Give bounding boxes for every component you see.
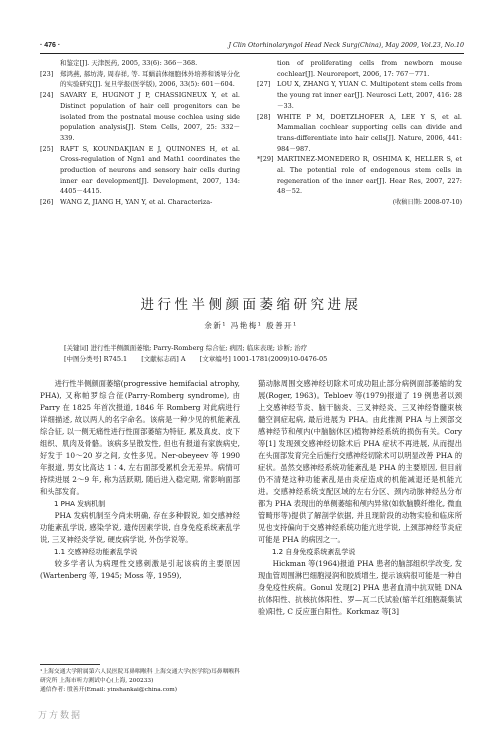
reference-text: tion of proliferating cells from newborn mouse cochlear[J]. Neuroreport, 2006, 17: 767－771. — [277, 59, 462, 78]
reference-number: [24] — [40, 91, 54, 100]
reference-text: RAFT S, KOUNDAKJIAN E J, QUINONES H, et al. Cross-regulation of Ngn1 and Math1 coordinates the production of neurons and sensory hair cells during inner ear development[J]. Development, 2007, 134: 4405－4415. — [60, 144, 240, 196]
reference-text: 郑鸿燕, 郝坊涛, 周春祥, 等. 耳蜗前体细胞体外培养和诱导分化的实验研究[J]. 复旦学报(医学版), 2006, 33(5): 601－604. — [60, 69, 240, 89]
reference-text: WANG Z, JIANG H, YAN Y, et al. Characteriza- — [60, 198, 213, 207]
references-left-column — [40, 58, 240, 208]
reference-item — [257, 112, 462, 155]
reference-text: 和鉴定[J]. 天津医药, 2005, 33(6): 366－368. — [60, 59, 198, 67]
article-id-value: 1001-1781(2009)10-0476-05 — [232, 355, 328, 363]
article-id-label: [文章编号] — [199, 355, 231, 363]
article-title: 进行性半侧颜面萎缩研究进展 — [140, 297, 362, 313]
affiliation-text: ¹上海交通大学附属第六人民医院耳鼻咽喉科 上海交通大学(医学院)耳鼻咽喉科研究所 上海市听力测试中心(上海, 200233) — [40, 669, 240, 684]
reference-text: MARTINEZ-MONEDERO R, OSHIMA K, HELLER S, et al. The potential role of endogenous stem cells in regeneration of the inner ear[J]. Hear Res, 2007, 227: 48－52. — [277, 155, 462, 196]
doc-code-value: A — [180, 355, 186, 363]
subsection-heading: 1.2 自身免疫系统紊乱学说 — [272, 548, 356, 556]
doc-code-label: [文献标志码] — [141, 355, 179, 363]
reference-number: [25] — [40, 144, 54, 153]
classification-row — [64, 354, 438, 365]
keywords-row — [64, 343, 438, 354]
watermark: 万方数据 — [38, 711, 83, 721]
clc-label: [中图分类号] — [64, 355, 102, 363]
section-heading: 1 PHA 发病机制 — [54, 500, 106, 508]
reference-item — [257, 79, 462, 111]
article-authors: 余新¹ 冯艳梅¹ 殷善开¹ — [204, 321, 298, 330]
reference-number: [27] — [257, 80, 271, 89]
header-rule — [40, 53, 464, 54]
subsection-heading: 1.1 交感神经功能紊乱学说 — [54, 548, 138, 556]
reference-item — [40, 58, 240, 69]
corresponding-author: 通信作者: 殷善开(Email: yinshankai@china.com) — [40, 687, 178, 693]
reference-number: *[29] — [257, 155, 274, 164]
reference-item — [40, 144, 240, 198]
reference-item — [40, 90, 240, 144]
body-paragraph: Hickman 等(1964)报道 PHA 患者的脑部组织学改变, 发现血管周围淋巴细胞浸润和胶质增生, 提示该病很可能是一种自身免疫性疾病。Gonul 发现[2] PHA 患者血清中抗双链 DNA 抗体阳性、抗核抗体阳性、罗—瓦二氏试验(缩羊红细胞凝集试验)阳性, C 反应蛋白阳性。Korkmaz 等[3] — [258, 559, 462, 616]
reference-text: SAVARY E, HUGNOT J P, CHASSIGNEUX Y, et al. Distinct population of hair cell progenitors can be isolated from the postnatal mouse cochlea using side population analysis[J]. Stem Cells, 2007, 25: 332－339. — [60, 91, 240, 142]
reference-item — [257, 154, 462, 197]
reference-text: WHITE P M, DOETZLHOFER A, LEE Y S, et al. Mammalian cochlear supporting cells can divide and trans-differentiate into hair cells[J]. Nature, 2006, 441: 984－987. — [277, 112, 462, 153]
keywords-label: [关键词] — [64, 344, 89, 352]
body-paragraph: 进行性半侧颜面萎缩(progressive hemifacial atrophy, PHA), 又称帕罗综合征(Parry-Romberg syndrome), 由 Parry 在 1825 年首次报道, 1846 年 Romberg 对此病进行详细描述, 故以两人的名字命名。该病是一种少见的机能紊乱综合征, 以一侧无痛性进行性面部萎缩为特征, 累及真皮、皮下组织、肌肉及骨骼。该病多呈散发性, 但也有报道有家族病史, 好发于 10～20 岁之间, 女性多见。Ner-obeyeev 等 1990 年报道, 男女比高达 1∶4, 左右面部受累机会无差异。病情可持续进展 2～9 年, 称为活跃期, 随后进入稳定期, 常影响面部和头部发育。 — [40, 379, 240, 496]
page-number: · 476 · — [40, 42, 61, 49]
body-right-column — [258, 378, 462, 618]
reference-number: [23] — [40, 69, 54, 78]
body-left-column — [40, 378, 240, 582]
reference-item — [257, 58, 462, 79]
journal-citation: J Clin Otorhinolaryngol Head Neck Surg(China), May 2009, Vol.23, No.10 — [228, 42, 464, 49]
reference-number: [28] — [257, 112, 271, 121]
keywords-text: 进行性半侧颜面萎缩; Parry-Romberg 综合征; 病因; 临床表现; 诊断; 治疗 — [90, 344, 308, 352]
reference-item — [40, 69, 240, 90]
keywords-block — [64, 343, 438, 365]
body-paragraph: 猫动脉周围交感神经切除术可成功阻止部分病例面部萎缩的发展(Roger, 1963)。Tebloev 等(1979)报道了 19 例患者以颈上交感神经节炎、脑干脑炎、三叉神经炎、三叉神经脊髓束核髓空洞症起病, 最后进展为 PHA。由此推测 PHA 与上颈部交感神经节和颅内(中脑脑休区)植物神经系统的损伤有关。Cory 等[1] 发现颈交感神经切除术后 PHA 症状不再进展, 从而提出在头面部发育完全后施行交感神经切除术可以明显改善 PHA 的症状。虽然交感神经系统功能紊乱是 PHA 的主要原因, 但目前仍不清楚这种功能紊乱是由炎症造成的机能减退还是机能亢进。交感神经系统支配区域的左右分区、颈内动脉神经丛分布都为 PHA 表现出的单侧萎缩和颅内异常(如软脑膜纤维化, 微血管畸形等)提供了解剖学依据, 并且现阶段的动物实验和临床所见也支持偏向于交感神经系统功能亢进学说, 上颈部神经节炎症可能是 PHA 的病因之一。 — [258, 379, 462, 544]
body-paragraph: PHA 发病机制至今尚未明确, 存在多种假说, 如交感神经功能紊乱学说, 感染学说, 遗传因素学说, 自身免疫系统紊乱学说, 三叉神经炎学说, 硬皮病学说, 外伤学说等。 — [40, 511, 240, 544]
reference-number: [26] — [40, 198, 54, 207]
references-right-column — [257, 58, 462, 209]
footnote — [40, 668, 240, 695]
footnote-rule — [40, 664, 100, 665]
clc-value: R745.1 — [103, 355, 128, 363]
reference-item — [40, 197, 240, 208]
reference-text: LOU X, ZHANG Y, YUAN C. Multipotent stem cells from the young rat inner ear[J]. Neurosci Lett, 2007, 416: 28－33. — [277, 80, 462, 110]
body-paragraph: 较多学者认为病理性交感刺激是引起该病的主要原因(Wartenberg 等, 1945; Moss 等, 1959), — [40, 559, 240, 580]
received-date: (收稿日期: 2008-07-10) — [392, 199, 462, 207]
